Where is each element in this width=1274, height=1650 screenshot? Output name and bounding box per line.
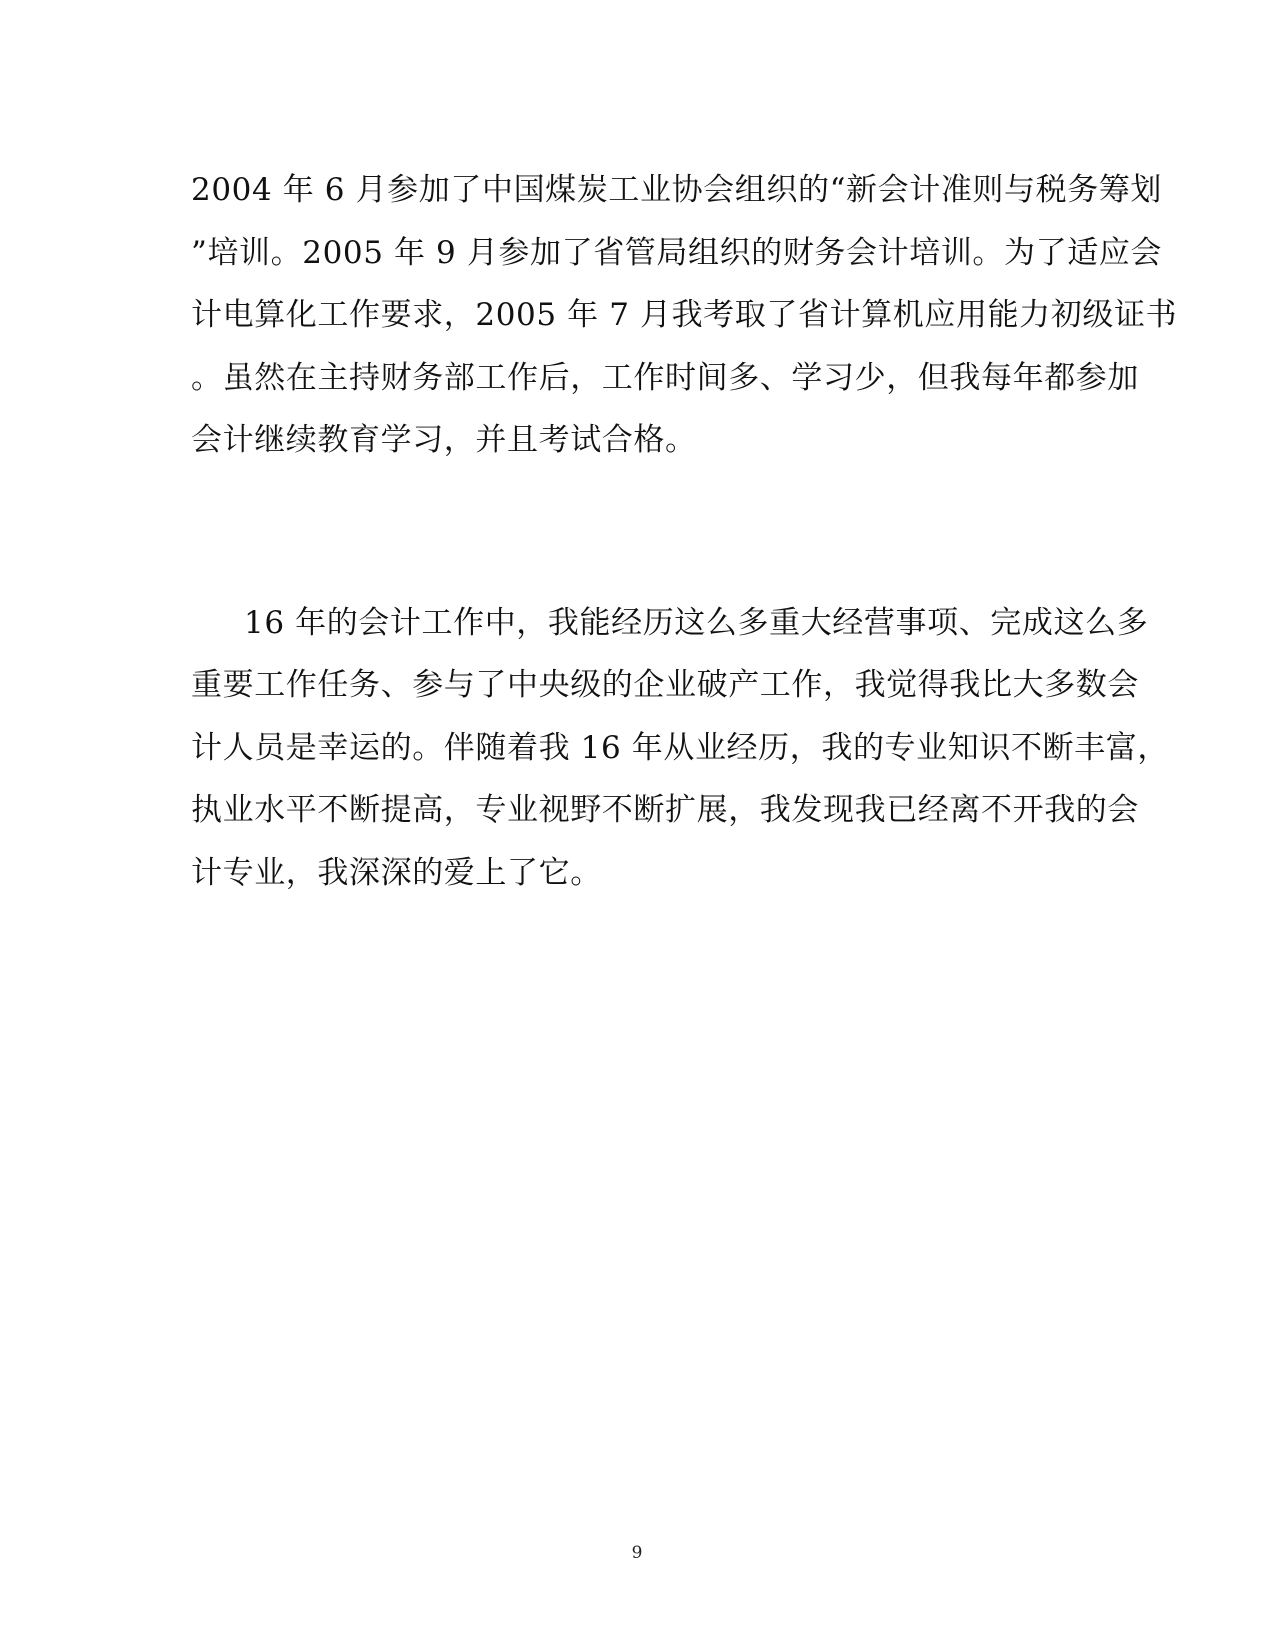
text-line: 计人员是幸运的。伴随着我 16 年从业经历，我的专业知识不断丰富， bbox=[191, 730, 1169, 766]
text-line: 2004 年 6 月参加了中国煤炭工业协会组织的“新会计准则与税务筹划 bbox=[191, 172, 1163, 208]
text-line: ”培训。2005 年 9 月参加了省管局组织的财务会计培训。为了适应会 bbox=[191, 235, 1163, 271]
text-line: 重要工作任务、参与了中央级的企业破产工作，我觉得我比大多数会 bbox=[191, 667, 1139, 703]
text-line: 计专业，我深深的爱上了它。 bbox=[191, 855, 602, 891]
page-number: 9 bbox=[631, 1543, 643, 1563]
text-line: 16 年的会计工作中，我能经历这么多重大经营事项、完成这么多 bbox=[244, 605, 1149, 641]
text-line: 计电算化工作要求，2005 年 7 月我考取了省计算机应用能力初级证书 bbox=[191, 297, 1178, 333]
text-line: 会计继续教育学习，并且考试合格。 bbox=[191, 422, 697, 458]
text-line: 。虽然在主持财务部工作后，工作时间多、学习少，但我每年都参加 bbox=[191, 360, 1139, 396]
text-line: 执业水平不断提高，专业视野不断扩展，我发现我已经离不开我的会 bbox=[191, 792, 1139, 828]
